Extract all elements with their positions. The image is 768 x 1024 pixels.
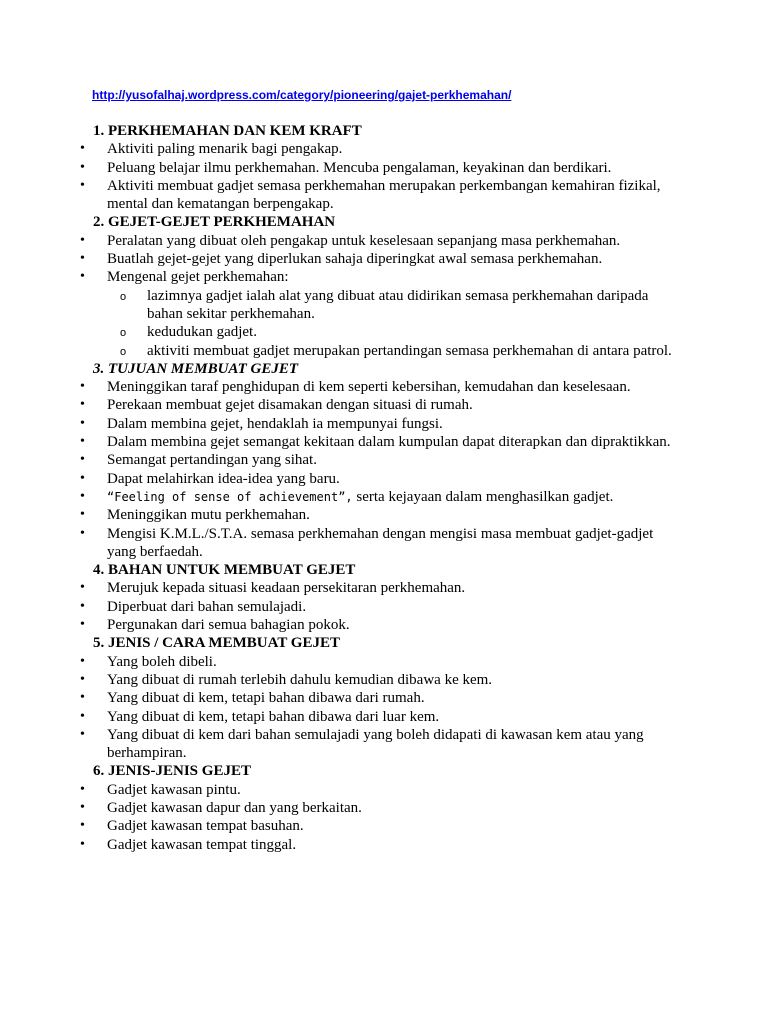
section-6-heading: 6. JENIS-JENIS GEJET — [93, 763, 251, 780]
list-item: • Gadjet kawasan dapur dan yang berkaitan. — [80, 799, 680, 817]
list-item-text: serta kejayaan dalam menghasilkan gadjet. — [352, 488, 614, 505]
sub-list-item: o lazimnya gadjet ialah alat yang dibuat atau didirikan semasa perkhemahan daripada bahan sekitar perkhemahan. — [107, 287, 680, 324]
list-item: • Yang dibuat di kem dari bahan semulajadi yang boleh didapati di kawasan kem atau yang berhampiran. — [80, 726, 680, 763]
list-item: • Gadjet kawasan tempat basuhan. — [80, 817, 680, 835]
list-item: • Gadjet kawasan tempat tinggal. — [80, 836, 680, 854]
section-1-heading: 1. PERKHEMAHAN DAN KEM KRAFT — [93, 123, 362, 139]
list-item: • Peralatan yang dibuat oleh pengakap untuk keselesaan sepanjang masa perkhemahan. — [80, 232, 680, 250]
list-item: • Yang dibuat di kem, tetapi bahan dibawa dari luar kem. — [80, 708, 680, 726]
section-6-list — [80, 781, 680, 854]
section-5-heading: 5. JENIS / CARA MEMBUAT GEJET — [93, 635, 340, 652]
section-3-heading: 3. TUJUAN MEMBUAT GEJET — [93, 360, 299, 377]
list-item: • Aktiviti paling menarik bagi pengakap. — [80, 140, 680, 158]
list-item: • Meninggikan taraf penghidupan di kem seperti kebersihan, kemudahan dan keselesaan. — [80, 378, 680, 396]
sub-list-item: o aktiviti membuat gadjet merupakan pertandingan semasa perkhemahan di antara patrol. — [107, 342, 680, 360]
list-item — [80, 488, 680, 506]
list-item: • Mengisi K.M.L./S.T.A. semasa perkhemahan dengan mengisi masa membuat gadjet-gadjet yang berfaedah. — [80, 525, 680, 562]
section-1-list — [80, 140, 680, 213]
list-item: • Pergunakan dari semua bahagian pokok. — [80, 616, 680, 634]
sub-list-item: o kedudukan gadjet. — [107, 323, 680, 341]
list-item: • Dapat melahirkan idea-idea yang baru. — [80, 470, 680, 488]
list-item: • Peluang belajar ilmu perkhemahan. Mencuba pengalaman, keyakinan dan berdikari. — [80, 159, 680, 177]
list-item: • Meninggikan mutu perkhemahan. — [80, 506, 680, 524]
section-2-list — [80, 232, 680, 287]
section-2-sublist — [80, 287, 680, 360]
list-item: • Merujuk kepada situasi keadaan persekitaran perkhemahan. — [80, 579, 680, 597]
list-item: • Diperbuat dari bahan semulajadi. — [80, 598, 680, 616]
list-item: • Yang dibuat di rumah terlebih dahulu kemudian dibawa ke kem. — [80, 671, 680, 689]
list-item: • Gadjet kawasan pintu. — [80, 781, 680, 799]
list-item: • Mengenal gejet perkhemahan: — [80, 268, 680, 286]
section-4-heading: 4. BAHAN UNTUK MEMBUAT GEJET — [93, 562, 356, 579]
section-5-list — [80, 653, 680, 763]
section-3-list — [80, 378, 680, 561]
list-item: • Semangat pertandingan yang sihat. — [80, 451, 680, 469]
quoted-phrase: “Feeling of sense of achievement”, — [107, 489, 353, 504]
list-item: • Yang boleh dibeli. — [80, 653, 680, 671]
section-4-list — [80, 579, 680, 634]
list-item: • Yang dibuat di kem, tetapi bahan dibawa dari rumah. — [80, 689, 680, 707]
document-body — [80, 87, 680, 854]
list-item: • Dalam membina gejet, hendaklah ia mempunyai fungsi. — [80, 415, 680, 433]
section-2-heading: 2. GEJET-GEJET PERKHEMAHAN — [93, 214, 336, 231]
source-url-link[interactable]: http://yusofalhaj.wordpress.com/category/pioneering/gajet-perkhemahan/ — [92, 88, 512, 102]
list-item: • Perekaan membuat gejet disamakan dengan situasi di rumah. — [80, 396, 680, 414]
list-item: • Aktiviti membuat gadjet semasa perkhemahan merupakan perkembangan kemahiran fizikal, mental dan kematangan berpengakap. — [80, 177, 680, 214]
list-item: • Dalam membina gejet semangat kekitaan dalam kumpulan dapat diterapkan dan dipraktikkan. — [80, 433, 680, 451]
list-item: • Buatlah gejet-gejet yang diperlukan sahaja diperingkat awal semasa perkhemahan. — [80, 250, 680, 268]
